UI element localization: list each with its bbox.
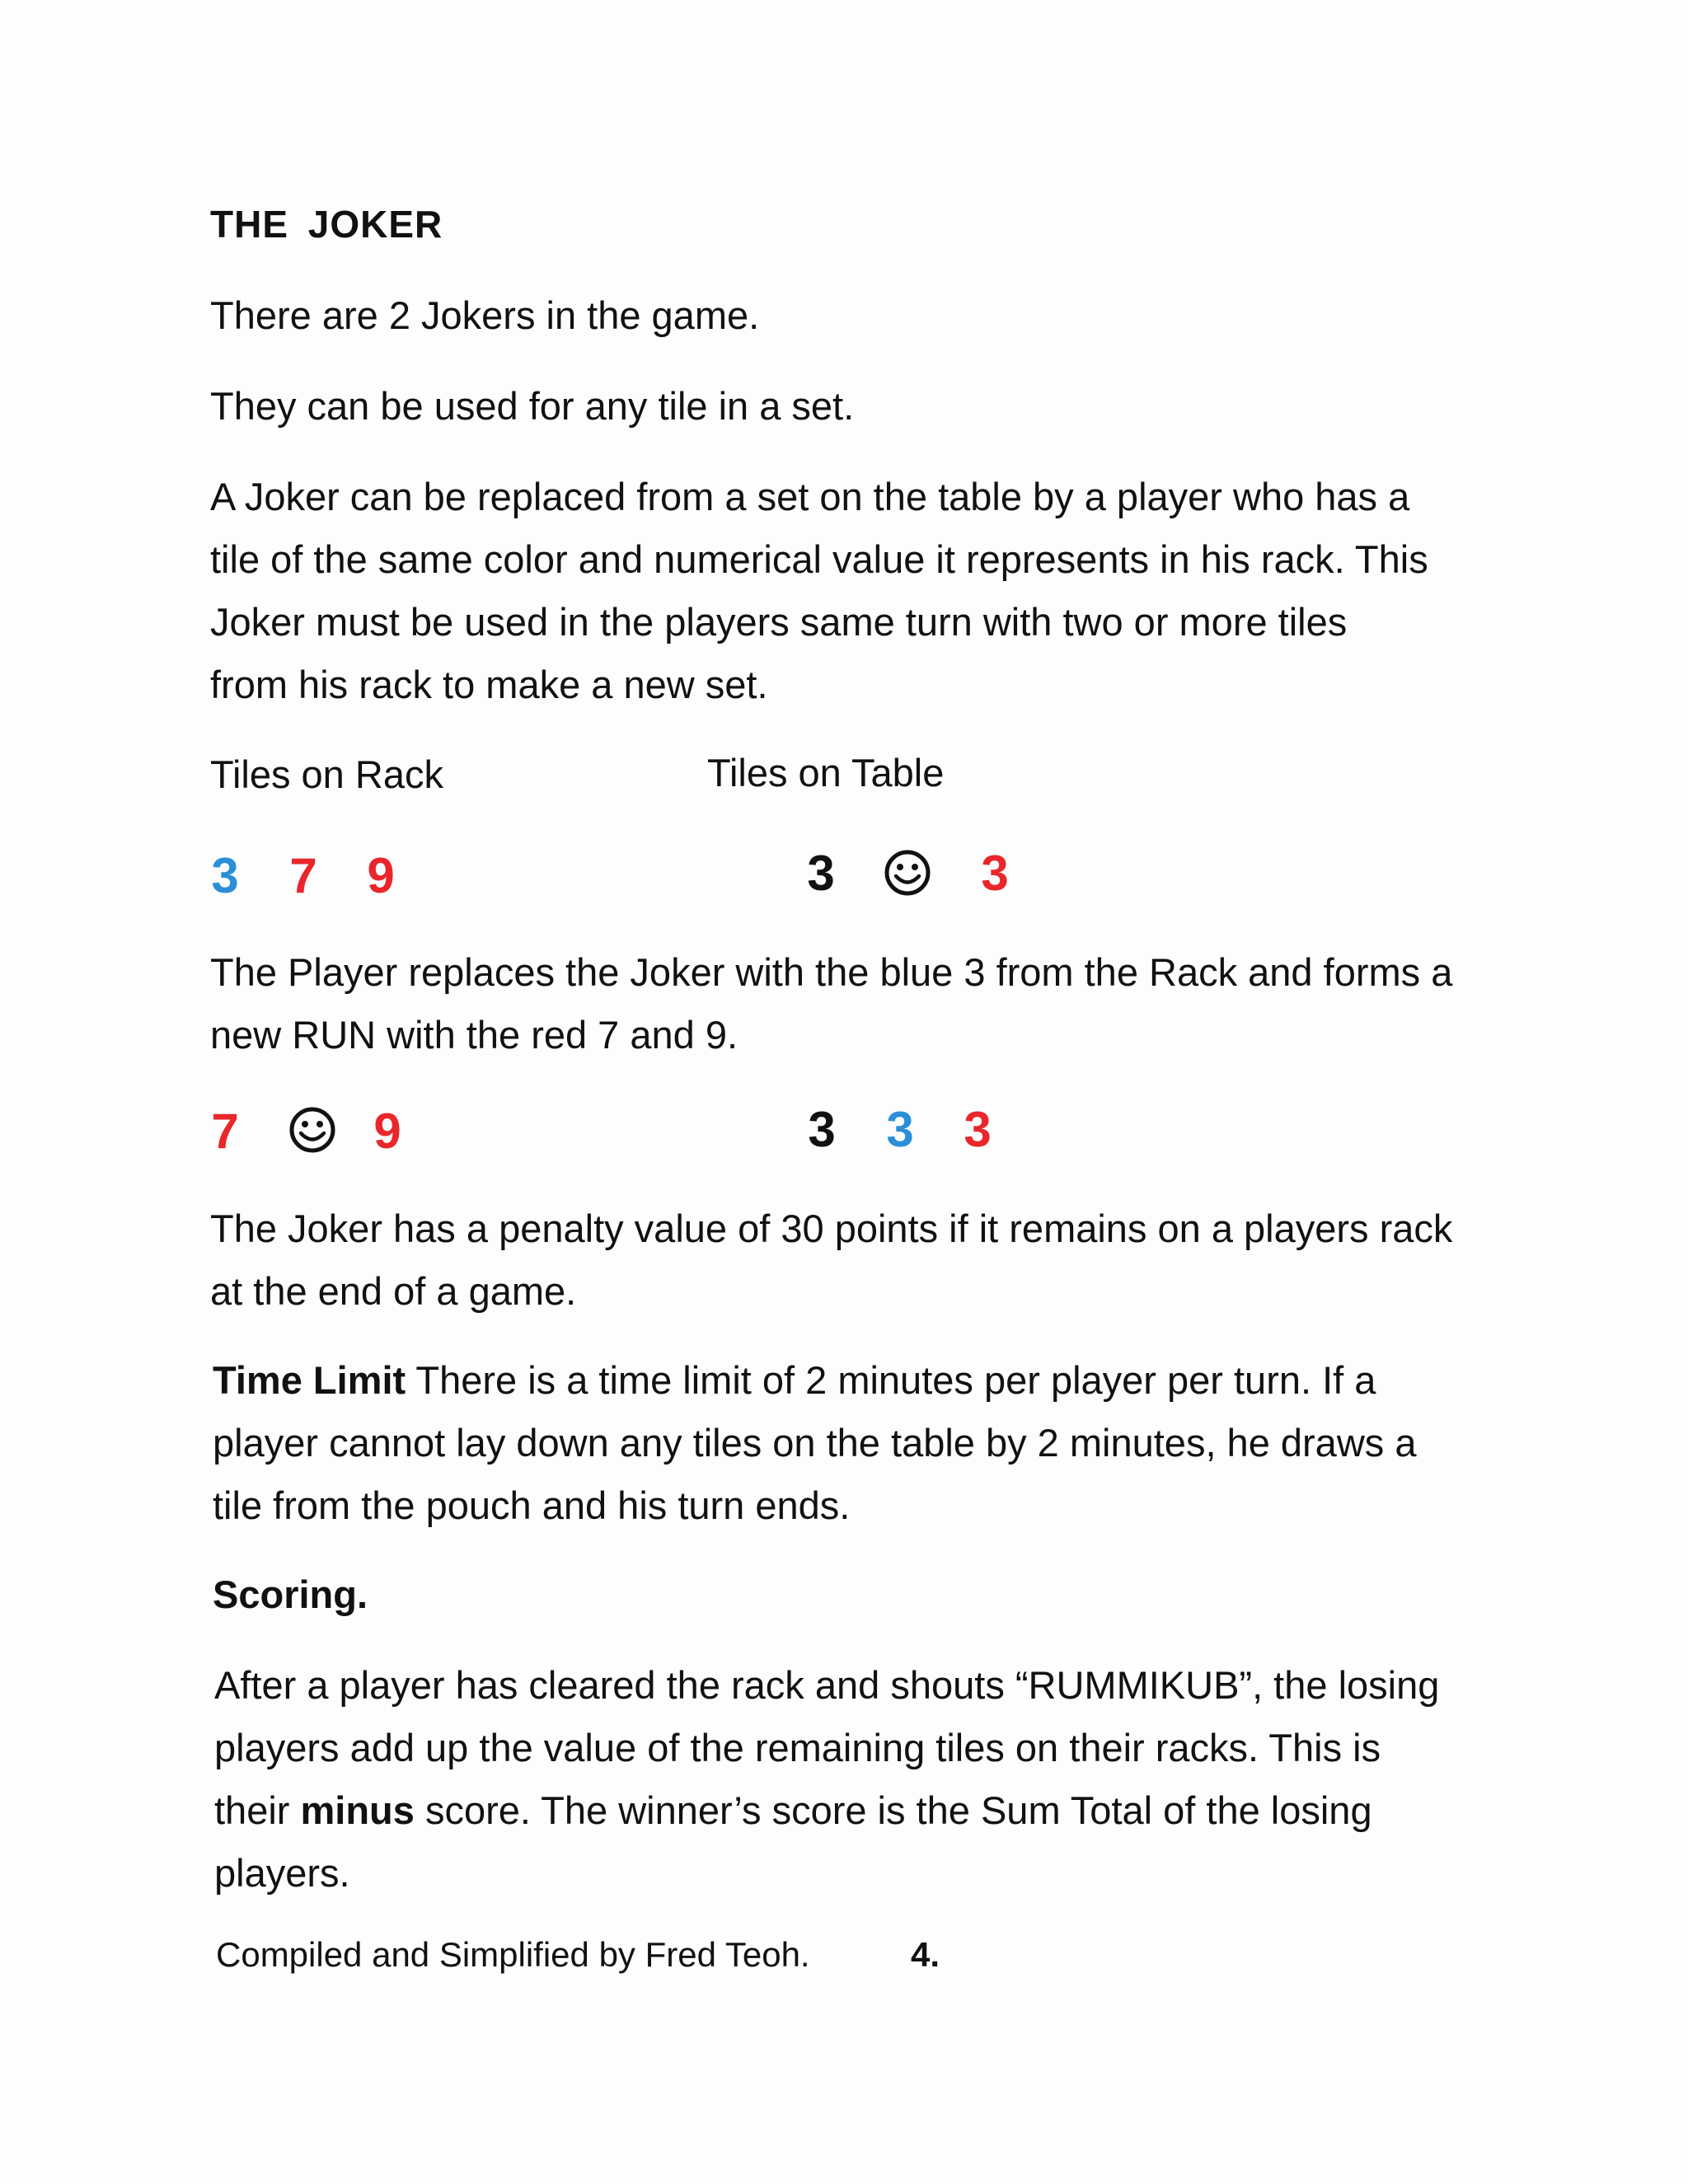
tile-red-9: 9 <box>367 848 395 903</box>
paragraph-scoring <box>214 1654 1533 1905</box>
tile-black-3: 3 <box>808 1102 836 1157</box>
paragraph-time-limit <box>213 1349 1531 1537</box>
paragraph-joker-replacement <box>210 466 1529 716</box>
time-limit-text: There is a time limit of 2 minutes per player per turn. If a <box>406 1358 1376 1402</box>
text-line: After a player has cleared the rack and shouts “RUMMIKUB”, the losing <box>214 1663 1440 1707</box>
scoring-text: their <box>214 1788 301 1832</box>
tile-red-7: 7 <box>211 1104 239 1159</box>
footer-credit: Compiled and Simplified by Fred Teoh. <box>216 1935 810 1974</box>
text-line: tile from the pouch and his turn ends. <box>213 1483 851 1527</box>
text-line <box>213 1349 1531 1412</box>
joker-smiley-icon <box>288 1106 336 1154</box>
time-limit-label: Time Limit <box>213 1358 406 1402</box>
text-line: The Joker has a penalty value of 30 points if it remains on a players rack <box>210 1207 1453 1250</box>
scoring-text: score. The winner’s score is the Sum Total of the losing <box>414 1788 1372 1832</box>
tile-blue-3: 3 <box>886 1102 914 1157</box>
section-heading: THE JOKER <box>210 203 443 246</box>
paragraph-jokers-use: They can be used for any tile in a set. <box>210 384 855 428</box>
joker-smiley-icon <box>884 849 931 897</box>
text-line <box>214 1779 1533 1842</box>
paragraph-jokers-count: There are 2 Jokers in the game. <box>210 293 760 337</box>
text-line: The Player replaces the Joker with the blue 3 from the Rack and forms a <box>210 950 1453 994</box>
page-number: 4. <box>911 1935 940 1974</box>
rack-label: Tiles on Rack <box>210 752 443 796</box>
paragraph-joker-example <box>210 941 1529 1066</box>
tile-red-7: 7 <box>289 848 317 903</box>
table-label: Tiles on Table <box>707 751 945 794</box>
text-line: at the end of a game. <box>210 1269 577 1313</box>
tile-red-3: 3 <box>981 846 1009 901</box>
text-line: player cannot lay down any tiles on the table by 2 minutes, he draws a <box>213 1421 1417 1465</box>
paragraph-joker-penalty <box>210 1197 1529 1323</box>
tile-blue-3: 3 <box>211 848 239 903</box>
scoring-heading: Scoring. <box>213 1572 368 1616</box>
text-line: players. <box>214 1851 350 1895</box>
text-line: Joker must be used in the players same turn with two or more tiles <box>210 600 1348 644</box>
text-line: from his rack to make a new set. <box>210 663 768 706</box>
tile-red-3: 3 <box>964 1102 992 1157</box>
text-line: new RUN with the red 7 and 9. <box>210 1013 738 1057</box>
text-line: tile of the same color and numerical value it represents in his rack. This <box>210 537 1428 581</box>
text-line: players add up the value of the remaining tiles on their racks. This is <box>214 1726 1381 1769</box>
minus-emphasis: minus <box>300 1788 415 1832</box>
tile-red-9: 9 <box>373 1104 401 1159</box>
text-line: A Joker can be replaced from a set on the table by a player who has a <box>210 475 1410 518</box>
tile-black-3: 3 <box>807 846 835 901</box>
